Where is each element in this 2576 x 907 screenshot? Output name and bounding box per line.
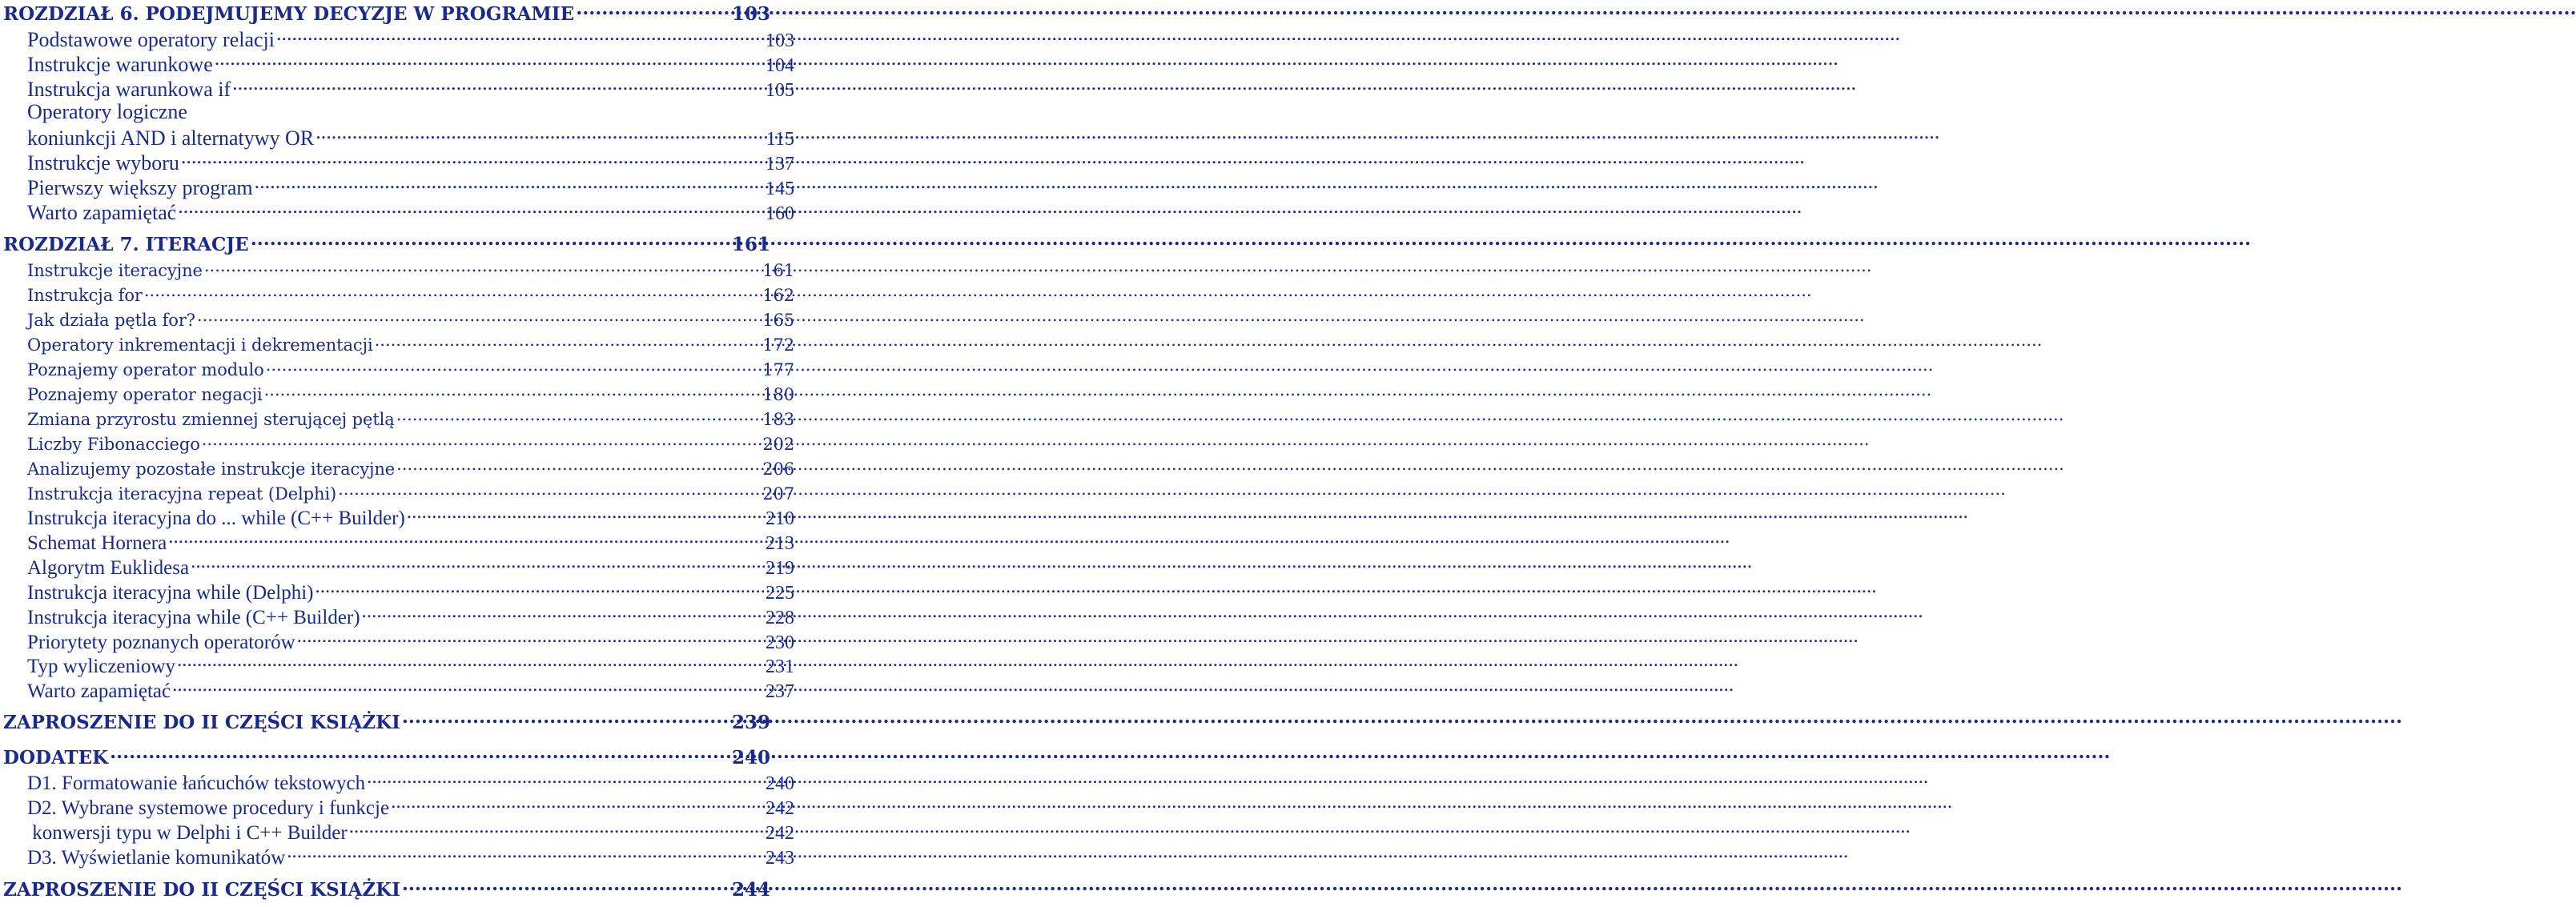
toc-page-number: 103 [731,3,770,25]
toc-entry[interactable] [0,75,796,102]
toc-title: Jak działa pętla for? [27,311,195,330]
toc-entry[interactable] [0,677,796,703]
toc-leader-dots [202,433,761,450]
toc-title: Poznajemy operator negacji [27,385,263,404]
toc-title: Podstawowe operatory relacji [27,28,275,51]
toc-page-number: 228 [766,608,794,628]
toc-title: D3. Wyświetlanie komunikatów [27,847,286,869]
toc-title: Instrukcja warunkowa if [27,78,231,101]
toc-leader-dots [315,124,765,145]
toc-leader-dots [276,26,764,46]
toc-title: ZAPROSZENIE DO II CZĘŚCI KSIĄŻKI [3,712,400,733]
toc-page-number: 161 [731,234,770,255]
toc-leader-dots [110,745,730,764]
toc-entry[interactable] [0,259,796,280]
toc-leader-dots [172,677,764,697]
toc-title: DODATEK [3,747,109,769]
toc-leader-dots [402,710,730,728]
toc-leader-dots [197,309,761,326]
toc-entry[interactable] [0,433,796,454]
toc-title: Priorytety poznanych operatorów [27,632,295,653]
toc-leader-dots [264,383,762,400]
toc-page-number: 243 [766,848,794,869]
toc-page-number: 244 [731,879,770,901]
toc-leader-dots [177,652,764,672]
toc-leader-dots [338,483,761,500]
toc-title: Schemat Hornera [27,532,167,554]
toc-leader-dots [396,458,761,475]
toc-leader-dots [315,579,765,599]
toc-title: Instrukcje wyboru [27,151,179,175]
toc-title: Instrukcja for [27,286,143,305]
toc-page-number: 237 [766,681,794,702]
toc-page-number: 213 [766,533,794,554]
toc-page-number: 239 [731,712,770,733]
toc-entry[interactable] [0,309,796,330]
toc-entry[interactable] [0,458,796,479]
toc-page-number: 105 [766,80,794,101]
toc-page-number: 160 [766,203,794,224]
toc-page-number: 172 [762,335,794,355]
toc-title: ROZDZIAŁ 7. ITERACJE [3,234,249,255]
toc-title: ROZDZIAŁ 6. PODEJMUJEMY DECYZJE W PROGRAMIE [3,3,575,25]
toc-leader-dots [266,359,762,375]
toc-chapter[interactable] [0,710,772,733]
toc-title: Instrukcja iteracyjna repeat (Delphi) [27,484,337,504]
toc-entry[interactable] [0,844,796,869]
toc-entry[interactable] [0,284,796,305]
toc-title: Zmiana przyrostu zmiennej sterującej pętlą [27,410,395,429]
toc-title: Warto zapamiętać [27,201,177,224]
toc-page-number: 162 [762,286,794,305]
toc-title: Operatory logiczne [27,100,187,123]
toc-page-number: 183 [762,410,794,429]
toc-leader-dots [396,408,761,425]
toc-title: Analizujemy pozostałe instrukcje iteracyjne [27,460,396,479]
toc-title: Pierwszy większy program [27,176,253,199]
toc-page-number: 104 [766,55,794,76]
toc-title: Poznajemy operator modulo [27,360,264,379]
toc-leader-dots [287,844,764,864]
toc-page-number: 202 [762,435,794,454]
toc-leader-dots [367,769,764,789]
toc-page-number: 145 [766,179,794,199]
toc-chapter[interactable] [0,877,772,901]
toc-page-number: 219 [766,558,794,579]
toc-page-number: 137 [766,154,794,175]
toc-leader-dots [181,149,764,170]
toc-chapter[interactable] [0,232,772,255]
toc-title: Warto zapamiętać [27,680,171,702]
toc-title: Typ wyliczeniowy [27,656,176,677]
toc-page-number: 242 [766,823,794,844]
toc-chapter[interactable] [0,745,772,769]
toc-title: D1. Formatowanie łańcuchów tekstowych [27,773,366,794]
toc-leader-dots [375,334,762,351]
toc-leader-dots [407,504,764,524]
toc-page-number: 177 [762,360,794,379]
toc-leader-dots [215,50,764,71]
toc-title: Instrukcje warunkowe [27,53,213,76]
toc-entry[interactable] [0,383,796,404]
toc-leader-dots [402,877,730,896]
toc-title: Operatory inkrementacji i dekrementacji [27,335,373,355]
toc-leader-dots [362,604,764,624]
toc-leader-dots [191,554,764,574]
toc-page-number: 210 [766,508,794,529]
toc-title: Instrukcja iteracyjna do ... while (C++ Builder) [27,508,405,529]
toc-leader-dots [576,2,730,20]
toc-page-number: 180 [762,385,794,404]
toc-page-number: 225 [766,583,794,604]
toc-leader-dots [178,199,764,219]
toc-title: Algorytm Euklidesa [27,557,190,579]
toc-title: Liczby Fibonacciego [27,435,200,454]
toc-page-number: 165 [762,311,794,330]
toc-leader-dots [255,174,764,195]
toc-title: Instrukcje iteracyjne [27,261,203,280]
toc-entry[interactable] [0,334,796,355]
toc-entry[interactable] [0,359,796,379]
toc-title: ZAPROSZENIE DO II CZĘŚCI KSIĄŻKI [3,879,400,901]
toc-page-number: 242 [766,798,794,819]
toc-leader-dots [232,75,764,96]
toc-leader-dots [144,284,761,301]
toc-page-number: 103 [766,30,794,51]
toc-title: koniunkcji AND i alternatywy OR [27,126,315,150]
toc-leader-dots [204,259,761,276]
toc-page-number: 207 [762,484,794,504]
toc-title: Instrukcja iteracyjna while (Delphi) [27,582,314,604]
toc-page-number: 115 [766,129,794,150]
toc-leader-dots [168,529,764,549]
toc-leader-dots [297,628,764,648]
toc-page-number: 206 [762,460,794,479]
toc-title: D2. Wybrane systemowe procedury i funkcje [27,797,390,819]
toc-page-number: 231 [766,656,794,677]
toc-title: konwersji typu w Delphi i C++ Builder [27,822,348,844]
toc-page-number: 161 [762,261,794,280]
toc-page-number: 230 [766,632,794,653]
toc-leader-dots [349,819,764,839]
toc-page-number: 240 [731,747,770,769]
toc-entry[interactable] [0,199,796,225]
toc-leader-dots [251,232,730,251]
toc-entry[interactable] [0,408,796,429]
toc-page-number: 240 [766,773,794,794]
toc-title: Instrukcja iteracyjna while (C++ Builder) [27,607,360,628]
toc-leader-dots [391,794,764,814]
